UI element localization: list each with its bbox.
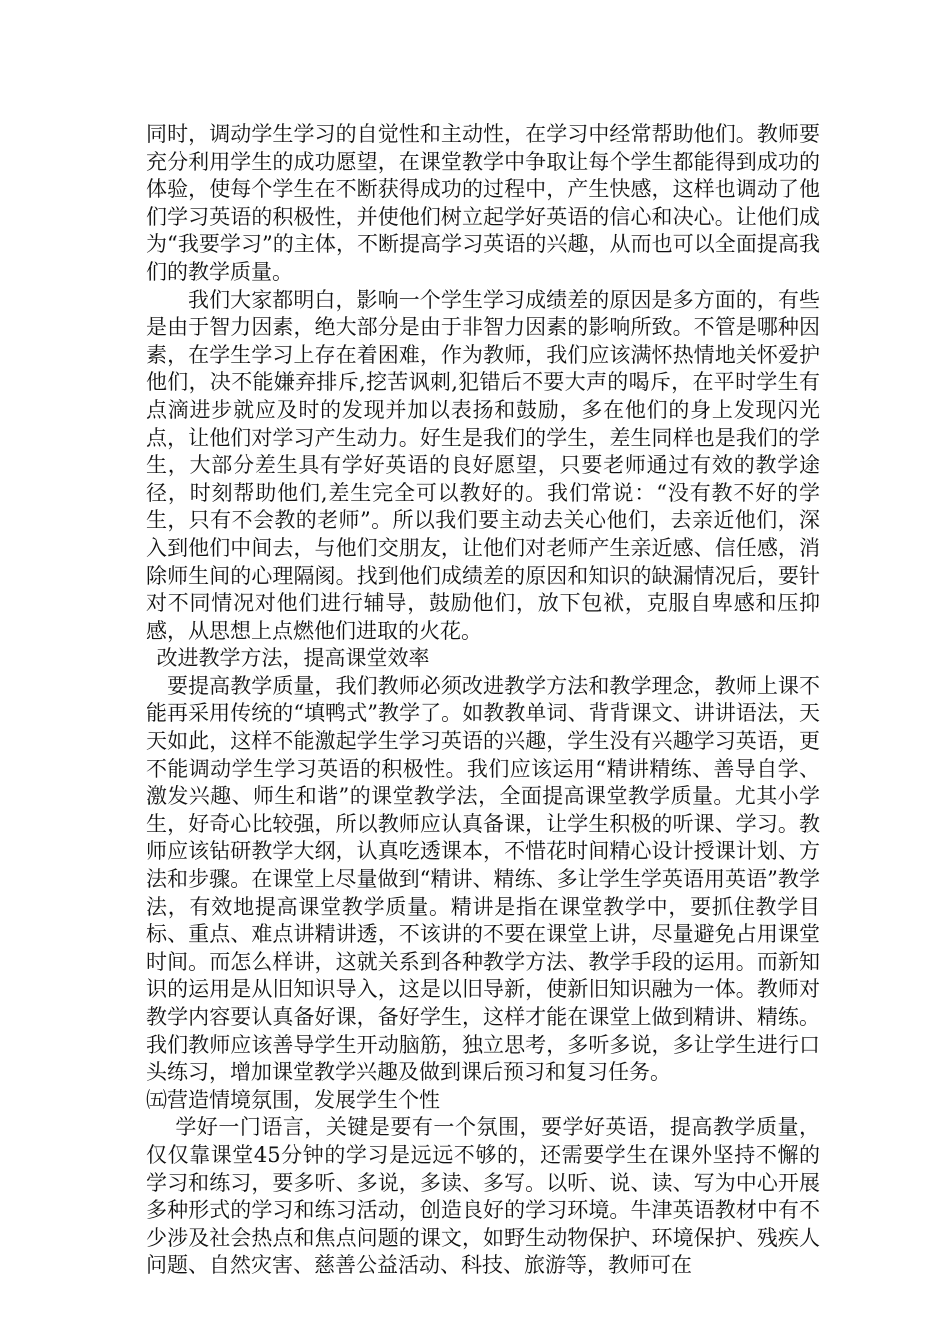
paragraph-atmosphere: 学好一门语言，关键是要有一个氛围，要学好英语，提高教学质量，仅仅靠课堂45分钟的学习是远远不够的，还需要学生在课外坚持不懈的学习和练习，要多听、多说，多读、多写。以听、说、读、写为中心开展多种形式的学习和练习活动，创造良好的学习环境。牛津英语教材中有不少涉及社会热点和焦点问题的课文，如野生动物保护、环境保护、残疾人问题、自然灾害、慈善公益活动、科技、旅游等，教师可在 <box>146 1115 820 1278</box>
document-page <box>146 121 820 1280</box>
section-heading-atmosphere: ㈤营造情境氛围，发展学生个性 <box>146 1087 440 1112</box>
section-heading-teaching-methods: 改进教学方法，提高课堂效率 <box>156 646 430 671</box>
paragraph-continued: 同时，调动学生学习的自觉性和主动性，在学习中经常帮助他们。教师要充分利用学生的成功愿望，在课堂教学中争取让每个学生都能得到成功的体验，使每个学生在不断获得成功的过程中，产生快感，这样也调动了他们学习英语的积极性，并使他们树立起学好英语的信心和决心。让他们成为“我要学习”的主体，不断提高学习英语的兴趣，从而也可以全面提高我们的教学质量。 <box>146 122 820 284</box>
paragraph-teaching-methods: 要提高教学质量，我们教师必须改进教学方法和教学理念，教师上课不能再采用传统的“填鸭式”教学了。如教教单词、背背课文、讲讲语法，天天如此，这样不能激起学生学习英语的兴趣，学生没有兴趣学习英语，更不能调动学生学习英语的积极性。我们应该运用“精讲精练、善导自学、激发兴趣、师生和谐”的课堂教学法，全面提高课堂教学质量。尤其小学生，好奇心比较强，所以教师应认真备课，让学生积极的听课、学习。教师应该钻研教学大纲，认真吃透课本，不惜花时间精心设计授课计划、方法和步骤。在课堂上尽量做到“精讲、精练、多让学生学英语用英语”教学法，有效地提高课堂教学质量。精讲是指在课堂教学中，要抓住教学目标、重点、难点讲精讲透，不该讲的不要在课堂上讲，尽量避免占用课堂时间。而怎么样讲，这就关系到各种教学方法、教学手段的运用。而新知识的运用是从旧知识导入，这是以旧导新，使新旧知识融为一体。教师对教学内容要认真备好课，备好学生，这样才能在课堂上做到精讲、精练。我们教师应该善导学生开动脑筋，独立思考，多听多说，多让学生进行口头练习，增加课堂教学兴趣及做到课后预习和复习任务。 <box>146 673 820 1085</box>
paragraph-poor-students: 我们大家都明白，影响一个学生学习成绩差的原因是多方面的，有些是由于智力因素，绝大部分是由于非智力因素的影响所致。不管是哪种因素，在学生学习上存在着困难，作为教师，我们应该满怀热情地关怀爱护他们，决不能嫌弃排斥,挖苦讽刺,犯错后不要大声的喝斥，在平时学生有点滴进步就应及时的发现并加以表扬和鼓励，多在他们的身上发现闪光点，让他们对学习产生动力。好生是我们的学生，差生同样也是我们的学生，大部分差生具有学好英语的良好愿望，只要老师通过有效的教学途径，时刻帮助他们,差生完全可以教好的。我们常说：“没有教不好的学生，只有不会教的老师”。所以我们要主动去关心他们，去亲近他们，深入到他们中间去，与他们交朋友，让他们对老师产生亲近感、信任感，消除师生间的心理隔阂。找到他们成绩差的原因和知识的缺漏情况后，要针对不同情况对他们进行辅导，鼓励他们，放下包袱，克服自卑感和压抑感，从思想上点燃他们进取的火花。 <box>146 287 820 643</box>
